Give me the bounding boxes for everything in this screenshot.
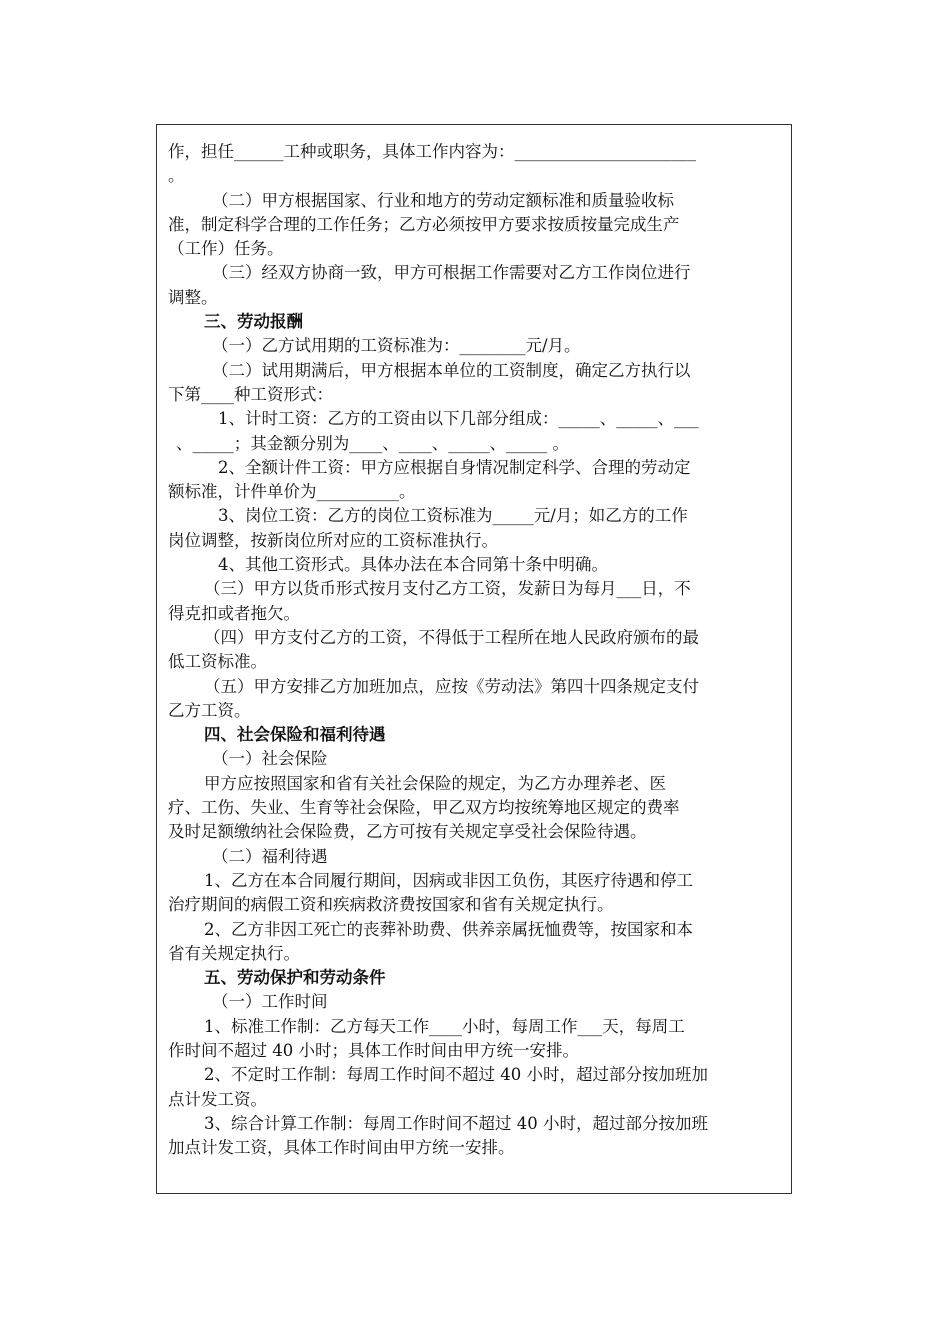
text-line: （二）试用期满后，甲方根据本单位的工资制度，确定乙方执行以 <box>212 360 691 380</box>
text-line: 疗、工伤、失业、生育等社会保险，甲乙双方均按统筹地区规定的费率 <box>168 798 680 818</box>
text-line: 点计发工资。 <box>168 1089 267 1109</box>
text-line: 2、全额计件工资：甲方应根据自身情况制定科学、合理的劳动定 <box>218 457 691 477</box>
text-line: 甲方应按照国家和省有关社会保险的规定，为乙方办理养老、医 <box>204 773 666 793</box>
section-heading: 四、社会保险和福利待遇 <box>204 725 386 745</box>
text-line: 及时足额缴纳社会保险费，乙方可按有关规定享受社会保险待遇。 <box>168 822 647 842</box>
text-line: （一）工作时间 <box>212 992 328 1012</box>
text-line: 下第____种工资形式： <box>168 384 333 404</box>
text-line: （二）甲方根据国家、行业和地方的劳动定额标准和质量验收标 <box>212 190 674 210</box>
text-line: 1、标准工作制：乙方每天工作____小时，每周工作___天，每周工 <box>204 1016 685 1036</box>
contract-text-body <box>168 140 784 1160</box>
text-line: （四）甲方支付乙方的工资，不得低于工程所在地人民政府颁布的最 <box>204 627 699 647</box>
section-heading: 三、劳动报酬 <box>204 312 303 332</box>
section-heading: 五、劳动保护和劳动条件 <box>204 968 386 988</box>
text-line: 2、不定时工作制：每周工作时间不超过 40 小时，超过部分按加班加 <box>204 1065 708 1085</box>
text-line: 乙方工资。 <box>168 700 251 720</box>
text-line: 1、计时工资：乙方的工资由以下几部分组成：_____、_____、___ <box>218 409 699 429</box>
text-line: 准，制定科学合理的工作任务；乙方必须按甲方要求按质按量完成生产 <box>168 214 680 234</box>
text-line: 3、综合计算工作制：每周工作时间不超过 40 小时，超过部分按加班 <box>204 1113 708 1133</box>
text-line: 得克扣或者拖欠。 <box>168 603 300 623</box>
text-line: （五）甲方安排乙方加班加点，应按《劳动法》第四十四条规定支付 <box>204 676 699 696</box>
text-line: 、_____；其金额分别为____、____、_____、_____ 。 <box>176 433 569 453</box>
text-line: 低工资标准。 <box>168 652 267 672</box>
text-line: 。 <box>168 166 185 186</box>
text-line: 2、乙方非因工死亡的丧葬补助费、供养亲属抚恤费等，按国家和本 <box>204 919 693 939</box>
text-line: 1、乙方在本合同履行期间，因病或非因工负伤，其医疗待遇和停工 <box>204 870 693 890</box>
text-line: 作，担任______工种或职务，具体工作内容为：______________________ <box>168 142 696 161</box>
text-line: （工作）任务。 <box>168 239 284 259</box>
text-line: （一）乙方试用期的工资标准为：________元/月。 <box>212 336 581 356</box>
text-line: 4、其他工资形式。具体办法在本合同第十条中明确。 <box>218 555 608 575</box>
text-line: （二）福利待遇 <box>212 846 328 866</box>
text-line: 额标准，计件单价为__________。 <box>168 482 416 502</box>
text-line: 3、岗位工资：乙方的岗位工资标准为_____元/月；如乙方的工作 <box>218 506 688 526</box>
text-line: （一）社会保险 <box>212 749 328 769</box>
text-line: 加点计发工资，具体工作时间由甲方统一安排。 <box>168 1138 515 1158</box>
text-line: 岗位调整，按新岗位所对应的工资标准执行。 <box>168 530 498 550</box>
text-line: （三）经双方协商一致，甲方可根据工作需要对乙方工作岗位进行 <box>212 263 691 283</box>
text-line: 治疗期间的病假工资和疾病救济费按国家和省有关规定执行。 <box>168 895 614 915</box>
text-line: 作时间不超过 40 小时；具体工作时间由甲方统一安排。 <box>168 1040 579 1060</box>
text-line: （三）甲方以货币形式按月支付乙方工资，发薪日为每月___日，不 <box>204 579 691 599</box>
text-line: 省有关规定执行。 <box>168 943 300 963</box>
text-line: 调整。 <box>168 287 218 307</box>
